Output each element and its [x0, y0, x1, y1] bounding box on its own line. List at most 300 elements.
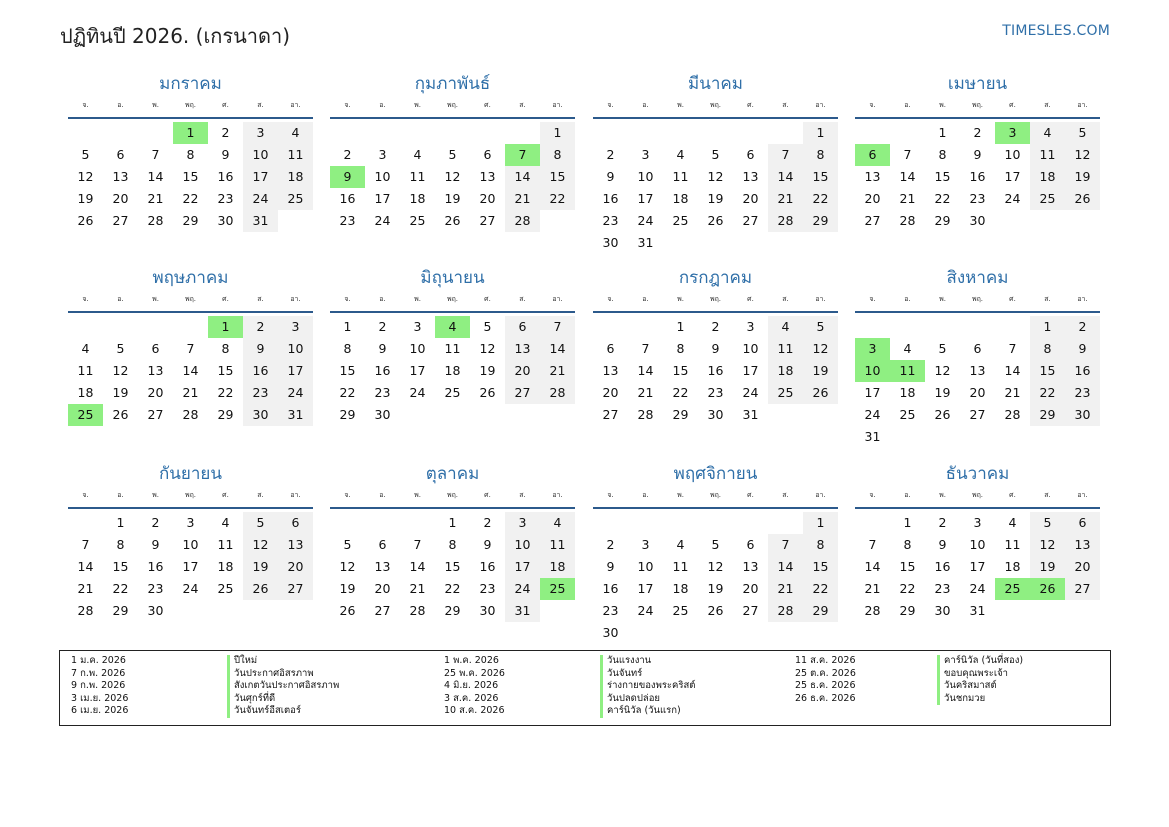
day-cell[interactable]: 12 [339, 559, 356, 574]
day-cell[interactable]: 22 [803, 188, 838, 210]
day-cell[interactable]: 8 [803, 534, 838, 556]
day-cell[interactable]: 27 [742, 213, 759, 228]
day-cell[interactable]: 30 [147, 603, 164, 618]
holiday-day-cell[interactable]: 10 [855, 360, 890, 382]
day-cell[interactable]: 13 [112, 169, 129, 184]
day-cell[interactable]: 21 [637, 385, 654, 400]
day-cell[interactable]: 7 [641, 341, 650, 356]
day-cell[interactable]: 4 [413, 147, 422, 162]
day-cell[interactable]: 1 [116, 515, 125, 530]
day-cell[interactable]: 5 [243, 512, 278, 534]
day-cell[interactable]: 30 [479, 603, 496, 618]
day-cell[interactable]: 23 [339, 213, 356, 228]
day-cell[interactable]: 12 [707, 559, 724, 574]
day-cell[interactable]: 2 [483, 515, 492, 530]
day-cell[interactable]: 2 [711, 319, 720, 334]
day-cell[interactable]: 18 [278, 166, 313, 188]
day-cell[interactable]: 5 [711, 147, 720, 162]
day-cell[interactable]: 7 [768, 534, 803, 556]
day-cell[interactable]: 28 [899, 213, 916, 228]
day-cell[interactable]: 4 [221, 515, 230, 530]
holiday-day-cell[interactable]: 7 [505, 144, 540, 166]
day-cell[interactable]: 3 [243, 122, 278, 144]
day-cell[interactable]: 13 [1065, 534, 1100, 556]
day-cell[interactable]: 22 [672, 385, 689, 400]
day-cell[interactable]: 6 [116, 147, 125, 162]
day-cell[interactable]: 30 [1065, 404, 1100, 426]
day-cell[interactable]: 30 [602, 235, 619, 250]
day-cell[interactable]: 27 [278, 578, 313, 600]
day-cell[interactable]: 2 [1065, 316, 1100, 338]
day-cell[interactable]: 25 [899, 407, 916, 422]
day-cell[interactable]: 14 [77, 559, 94, 574]
day-cell[interactable]: 15 [803, 166, 838, 188]
day-cell[interactable]: 30 [934, 603, 951, 618]
day-cell[interactable]: 26 [444, 213, 461, 228]
day-cell[interactable]: 15 [803, 556, 838, 578]
day-cell[interactable]: 2 [343, 147, 352, 162]
day-cell[interactable]: 30 [374, 407, 391, 422]
day-cell[interactable]: 4 [278, 122, 313, 144]
day-cell[interactable]: 23 [147, 581, 164, 596]
day-cell[interactable]: 28 [637, 407, 654, 422]
day-cell[interactable]: 17 [409, 363, 426, 378]
day-cell[interactable]: 18 [540, 556, 575, 578]
day-cell[interactable]: 14 [637, 363, 654, 378]
day-cell[interactable]: 7 [1008, 341, 1017, 356]
day-cell[interactable]: 9 [606, 559, 615, 574]
day-cell[interactable]: 16 [217, 169, 234, 184]
day-cell[interactable]: 19 [707, 581, 724, 596]
day-cell[interactable]: 8 [448, 537, 457, 552]
day-cell[interactable]: 15 [540, 166, 575, 188]
day-cell[interactable]: 2 [221, 125, 230, 140]
day-cell[interactable]: 8 [803, 144, 838, 166]
day-cell[interactable]: 28 [505, 210, 540, 232]
day-cell[interactable]: 18 [409, 191, 426, 206]
day-cell[interactable]: 9 [973, 147, 982, 162]
day-cell[interactable]: 19 [112, 385, 129, 400]
day-cell[interactable]: 11 [444, 341, 461, 356]
day-cell[interactable]: 1 [803, 512, 838, 534]
day-cell[interactable]: 7 [903, 147, 912, 162]
day-cell[interactable]: 18 [1030, 166, 1065, 188]
day-cell[interactable]: 13 [374, 559, 391, 574]
day-cell[interactable]: 20 [742, 191, 759, 206]
day-cell[interactable]: 6 [746, 147, 755, 162]
day-cell[interactable]: 11 [217, 537, 234, 552]
day-cell[interactable]: 20 [505, 360, 540, 382]
day-cell[interactable]: 29 [934, 213, 951, 228]
day-cell[interactable]: 14 [1004, 363, 1021, 378]
day-cell[interactable]: 25 [409, 213, 426, 228]
day-cell[interactable]: 20 [742, 581, 759, 596]
day-cell[interactable]: 27 [602, 407, 619, 422]
day-cell[interactable]: 13 [147, 363, 164, 378]
day-cell[interactable]: 20 [374, 581, 391, 596]
day-cell[interactable]: 9 [938, 537, 947, 552]
day-cell[interactable]: 7 [868, 537, 877, 552]
brand-link[interactable]: TIMESLES.COM [1002, 23, 1110, 39]
day-cell[interactable]: 7 [768, 144, 803, 166]
day-cell[interactable]: 21 [505, 188, 540, 210]
day-cell[interactable]: 17 [864, 385, 881, 400]
day-cell[interactable]: 29 [339, 407, 356, 422]
day-cell[interactable]: 18 [444, 363, 461, 378]
day-cell[interactable]: 30 [243, 404, 278, 426]
day-cell[interactable]: 17 [182, 559, 199, 574]
day-cell[interactable]: 1 [938, 125, 947, 140]
day-cell[interactable]: 5 [483, 319, 492, 334]
day-cell[interactable]: 16 [969, 169, 986, 184]
day-cell[interactable]: 12 [934, 363, 951, 378]
day-cell[interactable]: 17 [505, 556, 540, 578]
day-cell[interactable]: 24 [742, 385, 759, 400]
day-cell[interactable]: 19 [479, 363, 496, 378]
day-cell[interactable]: 29 [444, 603, 461, 618]
day-cell[interactable]: 19 [444, 191, 461, 206]
day-cell[interactable]: 17 [742, 363, 759, 378]
day-cell[interactable]: 14 [768, 166, 803, 188]
day-cell[interactable]: 16 [707, 363, 724, 378]
day-cell[interactable]: 10 [409, 341, 426, 356]
day-cell[interactable]: 11 [672, 559, 689, 574]
day-cell[interactable]: 5 [116, 341, 125, 356]
day-cell[interactable]: 3 [278, 316, 313, 338]
day-cell[interactable]: 13 [479, 169, 496, 184]
day-cell[interactable]: 25 [672, 603, 689, 618]
day-cell[interactable]: 4 [81, 341, 90, 356]
day-cell[interactable]: 8 [676, 341, 685, 356]
day-cell[interactable]: 15 [444, 559, 461, 574]
day-cell[interactable]: 15 [112, 559, 129, 574]
day-cell[interactable]: 25 [1030, 188, 1065, 210]
day-cell[interactable]: 22 [540, 188, 575, 210]
day-cell[interactable]: 13 [864, 169, 881, 184]
day-cell[interactable]: 3 [186, 515, 195, 530]
day-cell[interactable]: 3 [378, 147, 387, 162]
day-cell[interactable]: 5 [1030, 512, 1065, 534]
day-cell[interactable]: 25 [768, 382, 803, 404]
day-cell[interactable]: 12 [479, 341, 496, 356]
day-cell[interactable]: 21 [540, 360, 575, 382]
day-cell[interactable]: 5 [81, 147, 90, 162]
day-cell[interactable]: 19 [77, 191, 94, 206]
day-cell[interactable]: 18 [672, 581, 689, 596]
holiday-day-cell[interactable]: 11 [890, 360, 925, 382]
day-cell[interactable]: 16 [479, 559, 496, 574]
day-cell[interactable]: 14 [864, 559, 881, 574]
day-cell[interactable]: 11 [278, 144, 313, 166]
day-cell[interactable]: 14 [147, 169, 164, 184]
day-cell[interactable]: 29 [803, 210, 838, 232]
holiday-day-cell[interactable]: 4 [435, 316, 470, 338]
day-cell[interactable]: 18 [672, 191, 689, 206]
day-cell[interactable]: 16 [147, 559, 164, 574]
day-cell[interactable]: 19 [1030, 556, 1065, 578]
day-cell[interactable]: 23 [374, 385, 391, 400]
day-cell[interactable]: 17 [243, 166, 278, 188]
day-cell[interactable]: 23 [934, 581, 951, 596]
day-cell[interactable]: 29 [182, 213, 199, 228]
day-cell[interactable]: 28 [768, 210, 803, 232]
day-cell[interactable]: 8 [186, 147, 195, 162]
day-cell[interactable]: 30 [707, 407, 724, 422]
day-cell[interactable]: 27 [479, 213, 496, 228]
day-cell[interactable]: 8 [903, 537, 912, 552]
day-cell[interactable]: 15 [672, 363, 689, 378]
day-cell[interactable]: 5 [1065, 122, 1100, 144]
day-cell[interactable]: 6 [1065, 512, 1100, 534]
day-cell[interactable]: 26 [77, 213, 94, 228]
day-cell[interactable]: 2 [378, 319, 387, 334]
day-cell[interactable]: 26 [934, 407, 951, 422]
day-cell[interactable]: 12 [707, 169, 724, 184]
day-cell[interactable]: 24 [243, 188, 278, 210]
day-cell[interactable]: 8 [540, 144, 575, 166]
day-cell[interactable]: 19 [934, 385, 951, 400]
day-cell[interactable]: 12 [1030, 534, 1065, 556]
day-cell[interactable]: 28 [768, 600, 803, 622]
day-cell[interactable]: 26 [112, 407, 129, 422]
day-cell[interactable]: 11 [409, 169, 426, 184]
day-cell[interactable]: 10 [742, 341, 759, 356]
day-cell[interactable]: 15 [1030, 360, 1065, 382]
day-cell[interactable]: 3 [746, 319, 755, 334]
day-cell[interactable]: 10 [505, 534, 540, 556]
day-cell[interactable]: 23 [243, 382, 278, 404]
day-cell[interactable]: 8 [343, 341, 352, 356]
day-cell[interactable]: 14 [899, 169, 916, 184]
day-cell[interactable]: 4 [676, 147, 685, 162]
day-cell[interactable]: 16 [602, 581, 619, 596]
day-cell[interactable]: 25 [278, 188, 313, 210]
day-cell[interactable]: 20 [112, 191, 129, 206]
day-cell[interactable]: 4 [1008, 515, 1017, 530]
day-cell[interactable]: 16 [339, 191, 356, 206]
day-cell[interactable]: 4 [540, 512, 575, 534]
day-cell[interactable]: 25 [217, 581, 234, 596]
day-cell[interactable]: 6 [606, 341, 615, 356]
day-cell[interactable]: 28 [409, 603, 426, 618]
day-cell[interactable]: 18 [217, 559, 234, 574]
day-cell[interactable]: 23 [969, 191, 986, 206]
day-cell[interactable]: 9 [243, 338, 278, 360]
day-cell[interactable]: 29 [803, 600, 838, 622]
day-cell[interactable]: 24 [374, 213, 391, 228]
day-cell[interactable]: 23 [707, 385, 724, 400]
day-cell[interactable]: 15 [217, 363, 234, 378]
day-cell[interactable]: 29 [217, 407, 234, 422]
day-cell[interactable]: 9 [378, 341, 387, 356]
day-cell[interactable]: 2 [938, 515, 947, 530]
day-cell[interactable]: 26 [1065, 188, 1100, 210]
day-cell[interactable]: 11 [77, 363, 94, 378]
day-cell[interactable]: 10 [243, 144, 278, 166]
day-cell[interactable]: 20 [278, 556, 313, 578]
day-cell[interactable]: 26 [243, 578, 278, 600]
day-cell[interactable]: 24 [409, 385, 426, 400]
day-cell[interactable]: 22 [112, 581, 129, 596]
day-cell[interactable]: 1 [448, 515, 457, 530]
day-cell[interactable]: 1 [343, 319, 352, 334]
day-cell[interactable]: 31 [969, 603, 986, 618]
day-cell[interactable]: 5 [803, 316, 838, 338]
day-cell[interactable]: 17 [1004, 169, 1021, 184]
day-cell[interactable]: 9 [151, 537, 160, 552]
day-cell[interactable]: 13 [969, 363, 986, 378]
day-cell[interactable]: 17 [278, 360, 313, 382]
day-cell[interactable]: 7 [413, 537, 422, 552]
day-cell[interactable]: 27 [147, 407, 164, 422]
day-cell[interactable]: 26 [339, 603, 356, 618]
day-cell[interactable]: 9 [711, 341, 720, 356]
day-cell[interactable]: 23 [602, 213, 619, 228]
day-cell[interactable]: 6 [483, 147, 492, 162]
day-cell[interactable]: 16 [934, 559, 951, 574]
day-cell[interactable]: 31 [278, 404, 313, 426]
day-cell[interactable]: 20 [147, 385, 164, 400]
day-cell[interactable]: 28 [77, 603, 94, 618]
day-cell[interactable]: 23 [479, 581, 496, 596]
day-cell[interactable]: 16 [243, 360, 278, 382]
day-cell[interactable]: 8 [938, 147, 947, 162]
day-cell[interactable]: 19 [339, 581, 356, 596]
day-cell[interactable]: 27 [505, 382, 540, 404]
day-cell[interactable]: 22 [182, 191, 199, 206]
day-cell[interactable]: 7 [540, 316, 575, 338]
day-cell[interactable]: 1 [803, 122, 838, 144]
day-cell[interactable]: 16 [1065, 360, 1100, 382]
holiday-day-cell[interactable]: 26 [1030, 578, 1065, 600]
day-cell[interactable]: 6 [973, 341, 982, 356]
day-cell[interactable]: 24 [182, 581, 199, 596]
day-cell[interactable]: 4 [676, 537, 685, 552]
day-cell[interactable]: 21 [1004, 385, 1021, 400]
day-cell[interactable]: 12 [243, 534, 278, 556]
holiday-day-cell[interactable]: 3 [995, 122, 1030, 144]
day-cell[interactable]: 12 [1065, 144, 1100, 166]
day-cell[interactable]: 10 [969, 537, 986, 552]
day-cell[interactable]: 22 [444, 581, 461, 596]
holiday-day-cell[interactable]: 9 [330, 166, 365, 188]
day-cell[interactable]: 31 [505, 600, 540, 622]
day-cell[interactable]: 15 [934, 169, 951, 184]
day-cell[interactable]: 9 [483, 537, 492, 552]
day-cell[interactable]: 21 [77, 581, 94, 596]
day-cell[interactable]: 24 [278, 382, 313, 404]
day-cell[interactable]: 13 [505, 338, 540, 360]
day-cell[interactable]: 31 [637, 235, 654, 250]
day-cell[interactable]: 31 [742, 407, 759, 422]
day-cell[interactable]: 11 [540, 534, 575, 556]
day-cell[interactable]: 29 [899, 603, 916, 618]
day-cell[interactable]: 9 [1065, 338, 1100, 360]
day-cell[interactable]: 24 [637, 213, 654, 228]
day-cell[interactable]: 31 [864, 429, 881, 444]
day-cell[interactable]: 13 [278, 534, 313, 556]
day-cell[interactable]: 12 [444, 169, 461, 184]
day-cell[interactable]: 21 [899, 191, 916, 206]
day-cell[interactable]: 18 [768, 360, 803, 382]
day-cell[interactable]: 27 [864, 213, 881, 228]
day-cell[interactable]: 22 [934, 191, 951, 206]
day-cell[interactable]: 19 [803, 360, 838, 382]
day-cell[interactable]: 28 [182, 407, 199, 422]
day-cell[interactable]: 6 [278, 512, 313, 534]
day-cell[interactable]: 2 [151, 515, 160, 530]
day-cell[interactable]: 26 [707, 603, 724, 618]
day-cell[interactable]: 3 [505, 512, 540, 534]
holiday-day-cell[interactable]: 25 [540, 578, 575, 600]
day-cell[interactable]: 10 [637, 169, 654, 184]
holiday-day-cell[interactable]: 3 [855, 338, 890, 360]
day-cell[interactable]: 7 [151, 147, 160, 162]
day-cell[interactable]: 1 [1030, 316, 1065, 338]
day-cell[interactable]: 23 [217, 191, 234, 206]
day-cell[interactable]: 20 [479, 191, 496, 206]
day-cell[interactable]: 22 [217, 385, 234, 400]
day-cell[interactable]: 10 [182, 537, 199, 552]
day-cell[interactable]: 6 [746, 537, 755, 552]
day-cell[interactable]: 24 [969, 581, 986, 596]
day-cell[interactable]: 20 [969, 385, 986, 400]
day-cell[interactable]: 5 [711, 537, 720, 552]
day-cell[interactable]: 18 [1004, 559, 1021, 574]
day-cell[interactable]: 27 [1065, 578, 1100, 600]
day-cell[interactable]: 6 [151, 341, 160, 356]
day-cell[interactable]: 22 [339, 385, 356, 400]
day-cell[interactable]: 17 [374, 191, 391, 206]
day-cell[interactable]: 26 [803, 382, 838, 404]
day-cell[interactable]: 9 [606, 169, 615, 184]
day-cell[interactable]: 30 [969, 213, 986, 228]
day-cell[interactable]: 27 [742, 603, 759, 618]
day-cell[interactable]: 28 [864, 603, 881, 618]
day-cell[interactable]: 17 [637, 191, 654, 206]
day-cell[interactable]: 14 [768, 556, 803, 578]
day-cell[interactable]: 4 [903, 341, 912, 356]
holiday-day-cell[interactable]: 6 [855, 144, 890, 166]
day-cell[interactable]: 17 [969, 559, 986, 574]
day-cell[interactable]: 11 [1004, 537, 1021, 552]
day-cell[interactable]: 24 [1004, 191, 1021, 206]
day-cell[interactable]: 6 [505, 316, 540, 338]
day-cell[interactable]: 24 [864, 407, 881, 422]
day-cell[interactable]: 27 [112, 213, 129, 228]
day-cell[interactable]: 22 [803, 578, 838, 600]
day-cell[interactable]: 9 [221, 147, 230, 162]
day-cell[interactable]: 13 [742, 169, 759, 184]
day-cell[interactable]: 19 [243, 556, 278, 578]
holiday-day-cell[interactable]: 1 [173, 122, 208, 144]
day-cell[interactable]: 11 [768, 338, 803, 360]
day-cell[interactable]: 22 [899, 581, 916, 596]
day-cell[interactable]: 5 [343, 537, 352, 552]
day-cell[interactable]: 25 [672, 213, 689, 228]
day-cell[interactable]: 14 [182, 363, 199, 378]
day-cell[interactable]: 19 [707, 191, 724, 206]
day-cell[interactable]: 20 [864, 191, 881, 206]
day-cell[interactable]: 30 [602, 625, 619, 640]
day-cell[interactable]: 7 [81, 537, 90, 552]
day-cell[interactable]: 1 [676, 319, 685, 334]
day-cell[interactable]: 4 [1030, 122, 1065, 144]
day-cell[interactable]: 3 [413, 319, 422, 334]
day-cell[interactable]: 27 [374, 603, 391, 618]
day-cell[interactable]: 21 [182, 385, 199, 400]
day-cell[interactable]: 23 [1065, 382, 1100, 404]
